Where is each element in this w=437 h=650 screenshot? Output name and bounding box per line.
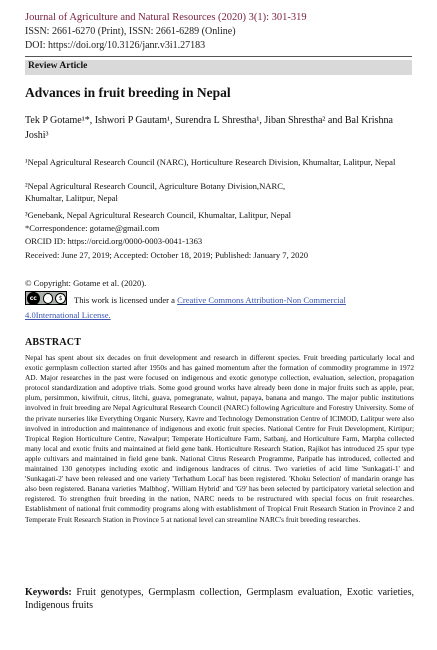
keywords [25,586,414,612]
author-list: Tek P Gotame¹*, Ishwori P Gautam¹, Surendra L Shrestha¹, Jiban Shrestha² and Bal Krishna Joshi³ [25,115,393,141]
license-text [74,295,419,305]
affiliation-2: ²Nepal Agricultural Research Council, Agriculture Botany Division,NARC, Khumaltar, Lalitpur, Nepal [25,181,286,203]
affiliation-1: ¹Nepal Agricultural Research Council (NARC), Horticulture Research Division, Khumaltar, Lalitpur, Nepal [25,157,396,167]
keywords-text: Fruit genotypes, Germplasm collection, Germplasm evaluation, Exotic varieties, Indigenous fruits [25,587,414,611]
article-title: Advances in fruit breeding in Nepal [25,85,231,100]
journal-citation: Journal of Agriculture and Natural Resources (2020) 3(1): 301-319 [25,12,307,23]
cc-icon: cc [27,292,40,305]
cc-license-badge[interactable] [25,291,67,305]
section-label: Review Article [28,61,88,71]
correspondence: *Correspondence: gotame@gmail.com [25,223,160,233]
copyright-notice: © Copyright: Gotame et al. (2020). [25,278,147,288]
publication-dates: Received: June 27, 2019; Accepted: October 18, 2019; Published: January 7, 2020 [25,250,309,260]
license-link-continued[interactable]: 4.0International License. [25,310,111,320]
license-prefix: This work is licensed under a [74,295,178,305]
abstract-body: Nepal has spent about six decades on fruit development and research in different species. Fruit breeding particularly local and exotic germplasm collection started after 1950s and has gained momentum after the formation of commodity programme in 1972 AD. Major researches in the past were focused on indigenous and exotic genotype collection, evaluation, selection, propagation protocol standardization and adoptive trials. Some good ground works have already been done in major fruits such as apple, pear, plum, persimmon, kiwifruit, citrus, litchi, guava, pomegranate, walnut, papaya, banana and mango. The major public institutions involved in fruit breeding are Nepal Agricultural Research Council (NARC) following Agriculture and Forestry University. Some of the private nurseries like Everything Organic Nursery, Kavre and Technology Demonstration Centre of ICIMOD, Lalitpur were also involved in introduction and maintenance of indigenous and exotic fruit species. National Centre for Fruit Development, Kirtipur; Tropical Region Horticulture Centre, Nawalpur; Temperate Horticulture Farm, Satbanj, and Horticulture Farm, Marpha collected many local and exotic fruits and maintained at field gene bank. Horticulture Research Station, Rajikot has introduced 25 spur type apple cultivars and maintained in field gene bank. National Citrus Research Programme, Paripatle has introduced, collected and maintained 130 genotypes including exotic and indigenous landraces of citrus. Two varieties of acid lime 'Sunkagati-1' and 'Sunkagati-2' have been released and one variety 'Terhathum Local' has been registered. 'Khoku Selection' of mandarin orange has also been registered. Banana varieties 'Malbhog', 'William Hybrid' and 'G9' has been selected by participatory varietal selection and registered. To strengthen fruit breeding in the nation, NARC needs to be restructured with special focus on fruit researches. Establishment of national fruit commodity programs along with establishment of Tropical Fruit Research Station in Province 2 and Temperate Fruit Research Station in Province 5 at national level can streamline NARC's fruit breeding researches. [25,353,414,524]
header-divider [25,56,412,57]
abstract-heading: ABSTRACT [25,337,82,348]
noncommercial-icon: $ [55,293,66,304]
keywords-label: Keywords: [25,587,72,598]
affiliation-3: ³Genebank, Nepal Agricultural Research Council, Khumaltar, Lalitpur, Nepal [25,210,292,220]
attribution-icon [43,293,54,304]
license-link[interactable]: Creative Commons Attribution-Non Commercial [177,295,346,305]
doi-line: DOI: https://doi.org/10.3126/janr.v3i1.27183 [25,40,206,51]
orcid-id: ORCID ID: https://orcid.org/0000-0003-0041-1363 [25,236,203,246]
issn-line: ISSN: 2661-6270 (Print), ISSN: 2661-6289 (Online) [25,26,236,37]
section-bar [25,60,412,75]
